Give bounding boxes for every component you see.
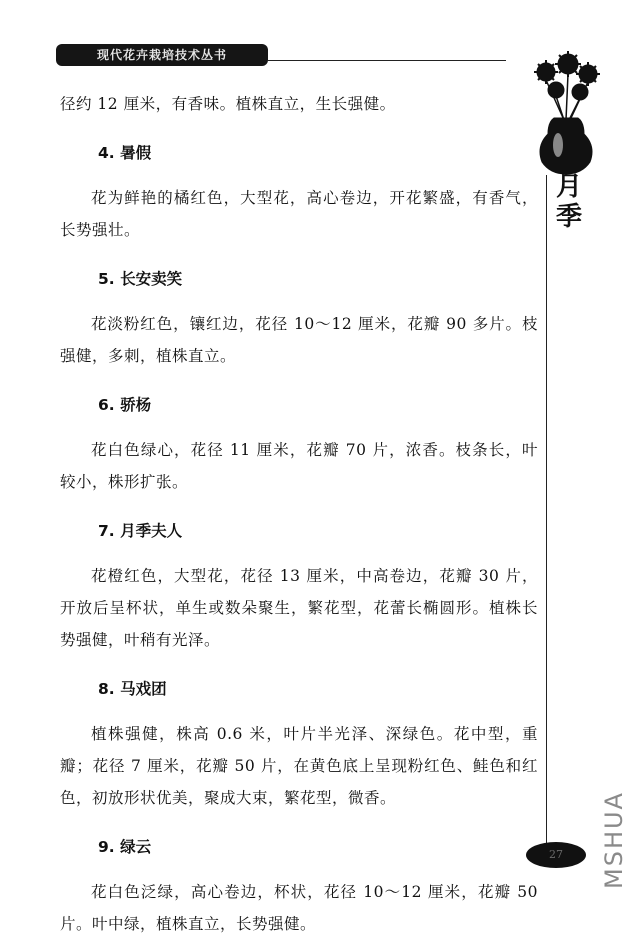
watermark: MSHUA [600, 791, 628, 889]
series-title-banner: 现代花卉栽培技术丛书 [56, 44, 268, 66]
header-rule [268, 60, 506, 61]
variety-description: 花白色绿心，花径 11 厘米，花瓣 70 片，浓香。枝条长，叶较小，株形扩张。 [60, 441, 538, 491]
running-head [556, 172, 586, 232]
variety-section [60, 390, 538, 498]
running-head-char: 季 [556, 202, 583, 232]
page-number: 27 [549, 848, 563, 861]
variety-description: 植株强健，株高 0.6 米，叶片半光泽、深绿色。花中型，重瓣；花径 7 厘米，花瓣 50 片，在黄色底上呈现粉红色、鲑色和红色，初放形状优美，聚成大束，繁花型，微香。 [60, 725, 538, 807]
variety-section [60, 516, 538, 656]
variety-heading: 9. 绿云 [98, 838, 152, 856]
variety-heading: 8. 马戏团 [98, 680, 167, 698]
variety-section [60, 138, 538, 246]
variety-description: 花为鲜艳的橘红色，大型花，高心卷边，开花繁盛，有香气，长势强壮。 [60, 189, 538, 239]
continued-paragraph: 径约 12 厘米，有香味。植株直立，生长强健。 [60, 95, 396, 113]
variety-section [60, 674, 538, 814]
variety-section [60, 264, 538, 372]
variety-heading: 6. 骄杨 [98, 396, 152, 414]
variety-section [60, 832, 538, 940]
running-head-char: 月 [556, 172, 583, 202]
variety-heading: 5. 长安卖笑 [98, 270, 183, 288]
side-rule [546, 175, 547, 845]
variety-heading: 7. 月季夫人 [98, 522, 183, 540]
variety-description: 花橙红色，大型花，花径 13 厘米，中高卷边，花瓣 30 片，开放后呈杯状，单生或数朵聚生，繁花型，花蕾长椭圆形。植株长势强健，叶稍有光泽。 [60, 567, 538, 649]
variety-description: 花白色泛绿，高心卷边，杯状，花径 10～12 厘米，花瓣 50 片。叶中绿，植株直立，长势强健。 [60, 883, 538, 933]
page-body [60, 88, 538, 940]
variety-description: 花淡粉红色，镶红边，花径 10～12 厘米，花瓣 90 多片。枝强健，多刺，植株直立。 [60, 315, 538, 365]
variety-heading: 4. 暑假 [98, 144, 152, 162]
